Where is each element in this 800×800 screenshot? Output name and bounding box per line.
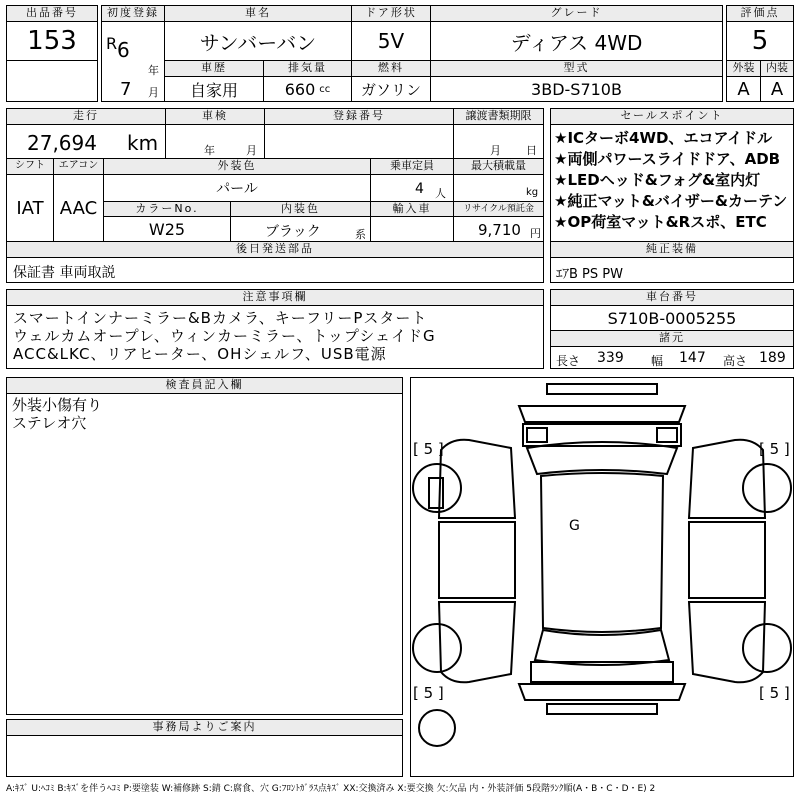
- sales-point: ★純正マット&バイザー&カーテン: [554, 192, 788, 210]
- width: 147: [679, 350, 706, 366]
- office-label: 事務局よりご案内: [6, 719, 403, 736]
- recycle-box: [453, 216, 544, 242]
- inspector-line: ステレオ穴: [12, 414, 87, 432]
- notes-box: [6, 305, 544, 369]
- ext-label: 外装: [726, 60, 761, 77]
- interior-color-label: 内装色: [230, 201, 371, 217]
- insp-year-unit: 年: [204, 144, 215, 157]
- height: 189: [759, 350, 786, 366]
- capacity-box: [370, 174, 454, 202]
- right-slide-door: [689, 522, 765, 598]
- glass-mark: G: [569, 518, 580, 534]
- dims-label: 諸元: [550, 330, 794, 347]
- reg-year: 6: [117, 38, 130, 62]
- door-label: ドア形状: [351, 5, 431, 22]
- rear-bumper: [519, 684, 685, 700]
- mileage-unit: km: [127, 131, 159, 155]
- recycle: 9,710: [478, 221, 521, 239]
- legend: A:ｷｽﾞ U:ﾍｺﾐ B:ｷｽﾞを伴うﾍｺﾐ P:要塗装 W:補修跡 S:錆 C:腐食、穴 G:ﾌﾛﾝﾄｶﾞﾗｽ点ｷｽﾞ XX:交換済み X:要交換 欠:欠品 内・外装評価 5段階ﾗﾝｸ順(A・B・C・D・E) 2: [6, 784, 656, 794]
- front-bumper-outer: [519, 406, 685, 422]
- note-line: スマートインナーミラー&Bカメラ、キーフリーPスタート: [13, 309, 428, 327]
- rear-bumper-step: [547, 704, 657, 714]
- length: 339: [597, 350, 624, 366]
- grade-label: グレード: [430, 5, 723, 22]
- front-bumper: [547, 384, 657, 394]
- capacity: 4: [415, 181, 424, 197]
- chassis-label: 車台番号: [550, 289, 794, 306]
- interior-color-unit: 系: [355, 228, 366, 241]
- length-label: 長さ: [556, 354, 581, 368]
- inspection-label: 車検: [165, 108, 265, 125]
- insp-month-unit: 月: [246, 144, 257, 157]
- exterior-color: パール: [103, 174, 371, 202]
- inspector-line: 外装小傷有り: [12, 396, 103, 414]
- score: 5: [726, 21, 794, 61]
- transfer-day-unit: 日: [526, 144, 537, 157]
- rear-window: [535, 630, 669, 665]
- tire-fr: [ 5 ]: [759, 440, 790, 458]
- lot-number: 153: [6, 21, 98, 61]
- ext-score: A: [726, 76, 761, 102]
- shift-label: シフト: [6, 158, 54, 175]
- wheel-rear-right: [743, 624, 791, 672]
- wheel-front-right: [743, 464, 791, 512]
- fuel: ガソリン: [351, 76, 431, 102]
- load-box: [453, 174, 544, 202]
- recycle-unit: 円: [530, 227, 541, 240]
- reg-no: [264, 124, 454, 159]
- car-diagram: [411, 378, 793, 776]
- reg-month-unit: 月: [148, 86, 159, 99]
- reg-box: [101, 21, 165, 102]
- headlight-left: [527, 428, 547, 442]
- lot-label: 出品番号: [6, 5, 98, 22]
- left-rear-quarter: [439, 602, 515, 682]
- exterior-color-label: 外装色: [103, 158, 371, 175]
- equipment: ｴｱB PS PW: [550, 257, 794, 283]
- car-diagram-box: [410, 377, 794, 777]
- note-line: ウェルカムオープレ、ウィンカーミラー、トップシェイドG: [13, 327, 436, 345]
- int-label: 内装: [760, 60, 794, 77]
- fuel-label: 燃料: [351, 60, 431, 77]
- sales-points-label: セールスポイント: [550, 108, 794, 125]
- interior-color: ブラック: [265, 224, 321, 240]
- inspection-box: [165, 124, 265, 159]
- history-label: 車歴: [164, 60, 264, 77]
- mileage: 27,694: [27, 131, 97, 155]
- sales-point: ★LEDヘッド&フォグ&室内灯: [554, 171, 761, 189]
- dims-box: [550, 346, 794, 369]
- reg-no-label: 登録番号: [264, 108, 454, 125]
- ac: AAC: [53, 174, 104, 242]
- later-parts-label: 後日発送部品: [6, 241, 544, 258]
- transfer-month-unit: 月: [490, 144, 501, 157]
- equipment-label: 純正装備: [550, 241, 794, 258]
- right-rear-quarter: [689, 602, 765, 682]
- reg-month: 7: [120, 79, 132, 100]
- inspector-label: 検査員記入欄: [6, 377, 403, 394]
- right-front-door: [689, 440, 765, 518]
- history: 自家用: [164, 76, 264, 102]
- color-no-label: カラーNo.: [103, 201, 231, 217]
- sales-point: ★両側パワースライドドア、ADB: [554, 150, 781, 168]
- wheel-rear-left: [413, 624, 461, 672]
- car-name: サンバーバン: [164, 21, 352, 61]
- tire-rl: [ 5 ]: [413, 684, 444, 702]
- wheel-front-left: [413, 464, 461, 512]
- left-front-door: [439, 440, 515, 518]
- ac-label: エアコン: [53, 158, 104, 175]
- recycle-label: リサイクル預託金: [453, 201, 544, 217]
- int-score: A: [760, 76, 794, 102]
- grade: ディアス 4WD: [430, 21, 723, 61]
- lot-blank: [6, 60, 98, 102]
- height-label: 高さ: [723, 354, 748, 368]
- import-value: [370, 216, 454, 242]
- model: 3BD-S710B: [430, 76, 723, 102]
- capacity-label: 乗車定員: [370, 158, 454, 175]
- office-box: [6, 735, 403, 777]
- door-type: 5V: [351, 21, 431, 61]
- width-label: 幅: [651, 354, 664, 368]
- sales-point: ★OP荷室マット&Rスポ、ETC: [554, 213, 767, 231]
- roof: [541, 473, 663, 632]
- load-label: 最大積載量: [453, 158, 544, 175]
- era: R: [106, 34, 118, 53]
- import-label: 輸入車: [370, 201, 454, 217]
- transfer-box: [453, 124, 544, 159]
- car-name-label: 車名: [164, 5, 352, 22]
- later-parts: 保証書 車両取説: [6, 257, 544, 283]
- tire-rr: [ 5 ]: [759, 684, 790, 702]
- displacement-unit: cc: [319, 83, 331, 95]
- interior-color-box: [230, 216, 371, 242]
- displacement-box: [263, 76, 352, 102]
- mileage-box: [6, 124, 166, 159]
- model-label: 型式: [430, 60, 723, 77]
- spare-wheel: [419, 710, 455, 746]
- transfer-label: 譲渡書類期限: [453, 108, 544, 125]
- left-slide-door: [439, 522, 515, 598]
- tire-fl: [ 5 ]: [413, 440, 444, 458]
- capacity-unit: 人: [435, 187, 446, 200]
- reg-label: 初度登録: [101, 5, 165, 22]
- inspector-box: [6, 393, 403, 715]
- headlight-right: [657, 428, 677, 442]
- chassis-number: S710B-0005255: [550, 305, 794, 331]
- note-line: ACC&LKC、リアヒーター、OHシェルフ、USB電源: [13, 345, 387, 363]
- shift: IAT: [6, 174, 54, 242]
- notes-label: 注意事項欄: [6, 289, 544, 306]
- reg-year-unit: 年: [148, 64, 159, 77]
- sales-points-box: [550, 124, 794, 242]
- load-unit: kg: [526, 187, 539, 198]
- score-label: 評価点: [726, 5, 794, 22]
- displacement: 660: [284, 79, 316, 99]
- color-no: W25: [103, 216, 231, 242]
- sales-point: ★ICターボ4WD、エコアイドル: [554, 129, 773, 147]
- displacement-label: 排気量: [263, 60, 352, 77]
- mileage-label: 走行: [6, 108, 166, 125]
